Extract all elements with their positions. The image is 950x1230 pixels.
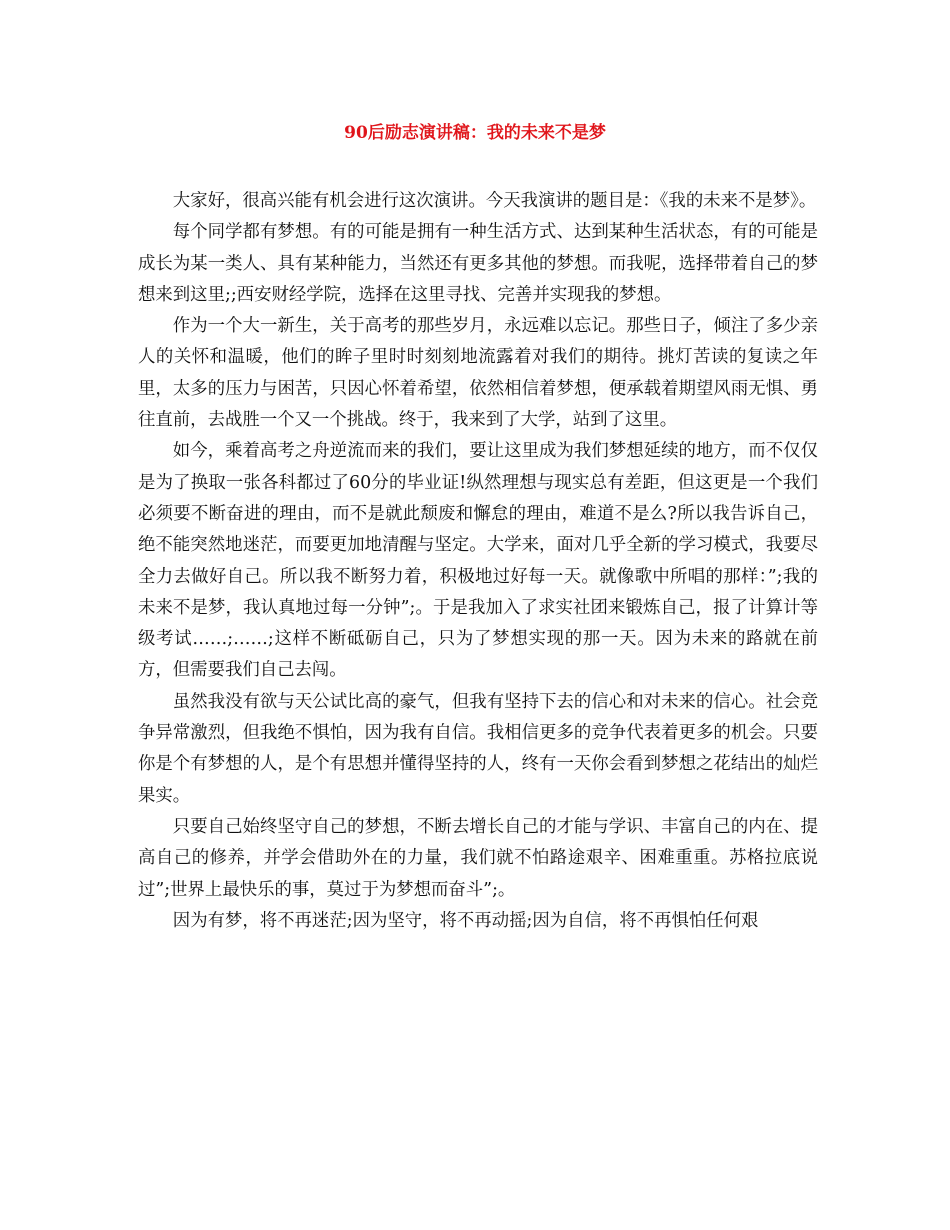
document-title: 90后励志演讲稿：我的未来不是梦 [344, 123, 606, 143]
document-body [138, 186, 818, 937]
paragraph: 虽然我没有欲与天公试比高的豪气，但我有坚持下去的信心和对未来的信心。社会竞争异常激烈，但我绝不惧怕，因为我有自信。我相信更多的竞争代表着更多的机会。只要你是个有梦想的人，是个有思想并懂得坚持的人，终有一天你会看到梦想之花结出的灿烂果实。 [138, 691, 818, 806]
paragraph: 每个同学都有梦想。有的可能是拥有一种生活方式、达到某种生活状态，有的可能是成长为某一类人、具有某种能力，当然还有更多其他的梦想。而我呢，选择带着自己的梦想来到这里;;西安财经学院，选择在这里寻找、完善并实现我的梦想。 [138, 222, 818, 305]
paragraph: 大家好，很高兴能有机会进行这次演讲。今天我演讲的题目是：《我的未来不是梦》。 [172, 191, 817, 211]
paragraph: 如今，乘着高考之舟逆流而来的我们，要让这里成为我们梦想延续的地方，而不仅仅是为了换取一张各科都过了60分的毕业证!纵然理想与现实总有差距，但这更是一个我们必须要不断奋进的理由，而不是就此颓废和懈怠的理由，难道不是么?所以我告诉自己，绝不能突然地迷茫，而要更加地清醒与坚定。大学来，面对几乎全新的学习模式，我要尽全力去做好自己。所以我不断努力着，积极地过好每一天。就像歌中所唱的那样：”;我的未来不是梦，我认真地过每一分钟”;。于是我加入了求实社团来锻炼自己，报了计算计等级考试……;……;这样不断砥砺自己，只为了梦想实现的那一天。因为未来的路就在前方，但需要我们自己去闯。 [138, 441, 818, 681]
paragraph: 只要自己始终坚守自己的梦想，不断去增长自己的才能与学识、丰富自己的内在、提高自己的修养，并学会借助外在的力量，我们就不怕路途艰辛、困难重重。苏格拉底说过”;世界上最快乐的事，莫过于为梦想而奋斗”;。 [138, 816, 818, 900]
paragraph: 作为一个大一新生，关于高考的那些岁月，永远难以忘记。那些日子，倾注了多少亲人的关怀和温暖，他们的眸子里时时刻刻地流露着对我们的期待。挑灯苦读的复读之年里，太多的压力与困苦，只因心怀着希望，依然相信着梦想，便承载着期望风雨无惧、勇往直前，去战胜一个又一个挑战。终于，我来到了大学，站到了这里。 [138, 316, 818, 431]
paragraph: 因为有梦，将不再迷茫;因为坚守，将不再动摇;因为自信，将不再惧怕任何艰 [172, 910, 759, 931]
